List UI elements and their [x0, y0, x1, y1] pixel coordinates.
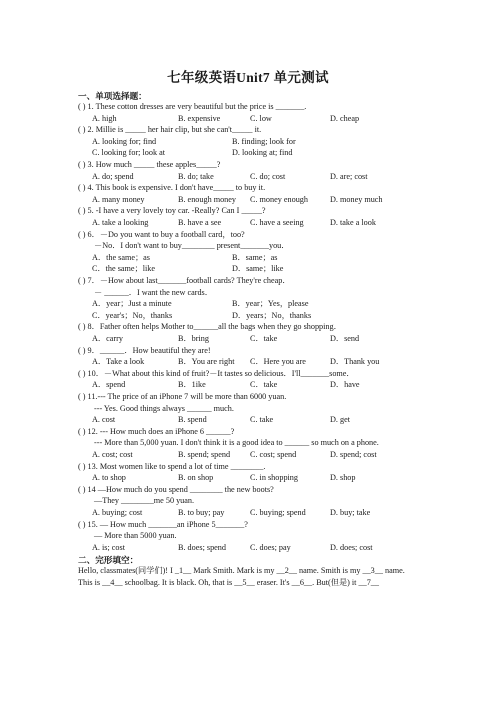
answer-option: C. in shopping [250, 473, 298, 483]
answer-option: A. take a looking [92, 218, 149, 227]
answer-option: B. on shop [178, 473, 214, 483]
answer-option: B．year；Yes，please [232, 299, 309, 309]
answer-option: C．take [250, 334, 278, 343]
answer-option: D. does; cost [330, 542, 373, 552]
answer-option: A. cost; cost [92, 450, 133, 459]
answer-option: A. buying; cost [92, 508, 143, 517]
question-stem: ( ) 1. These cotton dresses are very beautiful but the price is _______. [78, 102, 307, 111]
answer-option: D. are; cost [330, 171, 368, 181]
question-stem: ( ) 2. Millie is _____ her hair clip, but she can't_____ it. [78, 125, 262, 135]
answer-option: A．year；Just a minute [92, 299, 172, 309]
question-dialogue-line: — More than 5000 yuan. [94, 531, 177, 541]
answer-option: B．bring [178, 334, 209, 343]
answer-option: C. does; pay [250, 542, 291, 552]
answer-option: A. high [92, 113, 117, 123]
section-heading-cloze: 二、完形填空： [78, 555, 139, 566]
question-stem: ( ) 3. How much _____ these apples_____? [78, 160, 221, 169]
answer-option: C. low [250, 113, 272, 123]
answer-option: C．take [250, 380, 278, 390]
question-stem: ( ) 12. --- How much does an iPhone 6 ______? [78, 426, 235, 436]
answer-option: B. spend; spend [178, 450, 231, 459]
answer-option: B. do; take [178, 171, 214, 181]
answer-option: B．1ike [178, 380, 206, 390]
answer-option: C. looking for; look at [92, 148, 165, 158]
answer-option: D．have [330, 380, 360, 390]
question-dialogue-line: —They ________me 50 yuan. [94, 496, 195, 506]
answer-option: D. looking at; find [232, 148, 293, 158]
question-stem: ( ) 11.--- The price of an iPhone 7 will be more than 6000 yuan. [78, 392, 287, 401]
answer-option: A．Take a look [92, 357, 145, 367]
answer-option: B. to buy; pay [178, 508, 225, 517]
question-stem: ( ) 6．－Do you want to buy a football card，too? [78, 229, 245, 239]
answer-option: A. is; cost [92, 542, 125, 552]
question-dialogue-line: --- More than 5,000 yuan. I don't think it is a good idea to ______ so much on a phone. [94, 438, 379, 448]
answer-option: A. to shop [92, 473, 126, 483]
answer-option: C. take [250, 415, 274, 425]
answer-option: C．Here you are [250, 357, 306, 367]
question-dialogue-line: － ______．I want the new cards． [94, 287, 213, 297]
question-dialogue-line: --- Yes. Good things always ______ much. [94, 403, 234, 413]
section-heading-multiple-choice: 一、单项选择题： [78, 91, 147, 101]
page-title: 七年级英语Unit7 单元测试 [167, 70, 329, 85]
answer-option: A．spend [92, 380, 126, 390]
answer-option: D．send [330, 334, 360, 343]
cloze-passage: Hello, classmates(同学们)! I _1__ Mark Smith. Mark is my __2__ name. Smith is my __3__ name. This is __4__ schoolbag. It is black. Oh, that is __5__ eraser. It's __6__. But(但是) it __7__ [78, 566, 405, 588]
question-stem: ( ) 7．－How about last_______football cards? They're cheap． [78, 276, 291, 285]
answer-option: A. cost [92, 415, 116, 425]
answer-option: A．the same；as [92, 252, 150, 262]
answer-option: C. have a seeing [250, 218, 304, 227]
answer-option: D. cheap [330, 113, 360, 123]
answer-option: B. spend [178, 415, 207, 425]
answer-option: A. do; spend [92, 171, 134, 181]
question-dialogue-line: －No．I don't want to buy________ present_______you． [94, 241, 290, 251]
question-stem: ( ) 4. This book is expensive. I don't have_____ to buy it. [78, 183, 266, 193]
answer-option: C．year's；No，thanks [92, 310, 173, 320]
answer-option: B. does; spend [178, 542, 226, 552]
answer-option: D. shop [330, 473, 356, 483]
answer-option: A．carry [92, 334, 123, 343]
question-stem: ( ) 15. — How much _______an iPhone 5_______? [78, 519, 248, 529]
question-stem: ( ) 5. -I have a very lovely toy car. -Really? Can I _____? [78, 206, 266, 216]
answer-option: D. get [330, 415, 351, 425]
question-stem: ( ) 9．______．How beautiful they are! [78, 345, 211, 355]
answer-option: D. take a look [330, 218, 376, 227]
answer-option: A. many money [92, 194, 145, 204]
answer-option: B. enough money [178, 194, 236, 204]
answer-option: C. money enough [250, 194, 308, 204]
answer-option: D. spend; cost [330, 450, 377, 459]
answer-option: C. cost; spend [250, 450, 297, 459]
answer-option: D．Thank you [330, 357, 380, 367]
answer-option: D. money much [330, 194, 383, 204]
answer-option: B．same；as [232, 252, 278, 262]
question-stem: ( ) 13. Most women like to spend a lot of time ________. [78, 461, 266, 471]
question-stem: ( ) 10．－What about this kind of fruit?－It tastes so delicious．I'll_______some． [78, 368, 355, 378]
answer-option: B. expensive [178, 113, 221, 123]
question-stem: ( ) 8．Father often helps Mother to______all the bags when they go shopping． [78, 322, 342, 332]
answer-option: B. finding; look for [232, 136, 296, 146]
answer-option: C．the same；like [92, 264, 155, 274]
answer-option: C. buying; spend [250, 508, 306, 517]
answer-option: B．You are right [178, 357, 235, 367]
answer-option: D．same；like [232, 264, 284, 274]
answer-option: B. have a see [178, 218, 222, 227]
question-stem: ( ) 14 —How much do you spend ________ the new boots? [78, 484, 274, 494]
answer-option: D．years；No，thanks [232, 310, 312, 320]
answer-option: D. buy; take [330, 508, 371, 517]
answer-option: C. do; cost [250, 171, 286, 181]
answer-option: A. looking for; find [92, 136, 157, 146]
